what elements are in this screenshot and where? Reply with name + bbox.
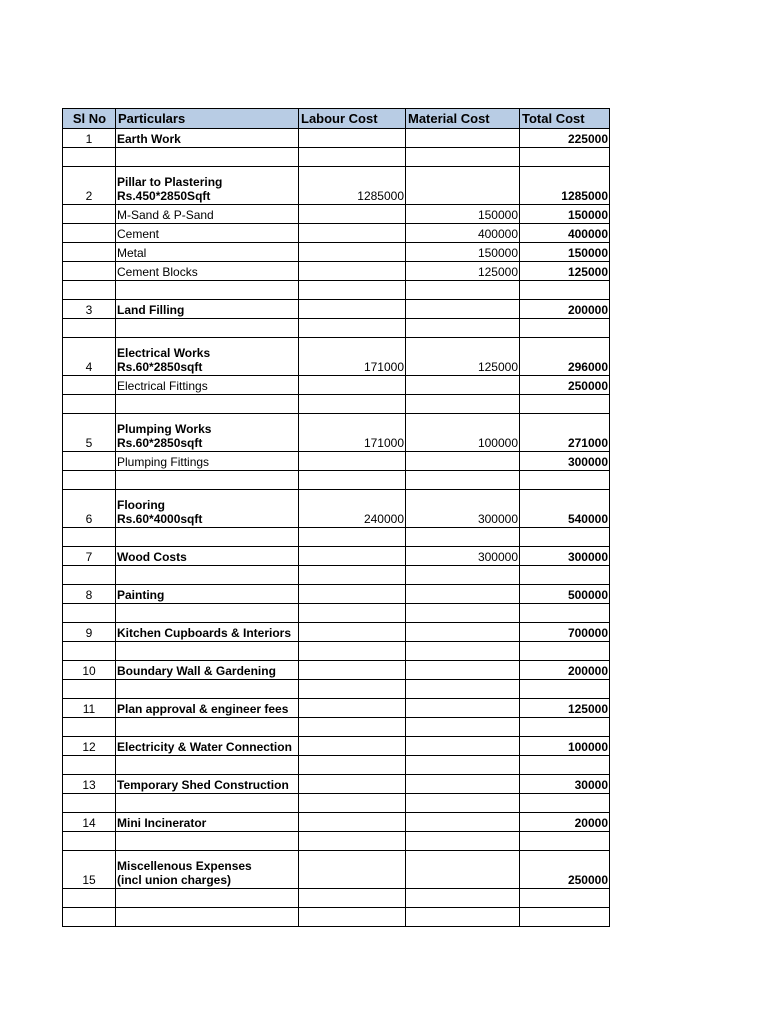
- material-cost-cell: [406, 851, 520, 889]
- sl-no-cell: [63, 376, 116, 395]
- table-row: [63, 680, 610, 699]
- material-cost-cell: 300000: [406, 490, 520, 528]
- particulars-cell: Temporary Shed Construction: [116, 775, 299, 794]
- labour-cost-cell: [299, 775, 406, 794]
- material-cost-cell: [406, 908, 520, 927]
- sl-no-cell: [63, 604, 116, 623]
- material-cost-cell: [406, 319, 520, 338]
- sl-no-cell: [63, 756, 116, 775]
- total-cost-cell: [520, 281, 610, 300]
- particulars-cell: [116, 566, 299, 585]
- total-cost-cell: 200000: [520, 661, 610, 680]
- table-body: [63, 129, 610, 927]
- total-cost-cell: 125000: [520, 262, 610, 281]
- particulars-cell: [116, 889, 299, 908]
- header-sl-no: Sl No: [63, 109, 116, 129]
- total-cost-cell: 250000: [520, 376, 610, 395]
- total-cost-cell: 100000: [520, 737, 610, 756]
- table-row: [63, 414, 610, 452]
- material-cost-cell: [406, 642, 520, 661]
- sl-no-cell: 4: [63, 338, 116, 376]
- labour-cost-cell: [299, 319, 406, 338]
- labour-cost-cell: [299, 395, 406, 414]
- sl-no-cell: 2: [63, 167, 116, 205]
- labour-cost-cell: [299, 813, 406, 832]
- sl-no-cell: [63, 281, 116, 300]
- labour-cost-cell: [299, 794, 406, 813]
- material-cost-cell: [406, 452, 520, 471]
- sl-no-cell: [63, 680, 116, 699]
- total-cost-cell: [520, 471, 610, 490]
- total-cost-cell: [520, 566, 610, 585]
- particulars-cell: Electricity & Water Connection: [116, 737, 299, 756]
- sl-no-cell: [63, 205, 116, 224]
- sl-no-cell: [63, 319, 116, 338]
- sl-no-cell: [63, 566, 116, 585]
- particulars-cell: Electrical Fittings: [116, 376, 299, 395]
- labour-cost-cell: [299, 224, 406, 243]
- particulars-cell: Flooring Rs.60*4000sqft: [116, 490, 299, 528]
- table-row: [63, 490, 610, 528]
- labour-cost-cell: 171000: [299, 338, 406, 376]
- sl-no-cell: [63, 262, 116, 281]
- total-cost-cell: 30000: [520, 775, 610, 794]
- total-cost-cell: 271000: [520, 414, 610, 452]
- total-cost-cell: 150000: [520, 205, 610, 224]
- material-cost-cell: 400000: [406, 224, 520, 243]
- table-row: [63, 642, 610, 661]
- total-cost-cell: [520, 604, 610, 623]
- material-cost-cell: [406, 281, 520, 300]
- table-row: [63, 129, 610, 148]
- material-cost-cell: [406, 718, 520, 737]
- sl-no-cell: 14: [63, 813, 116, 832]
- total-cost-cell: 540000: [520, 490, 610, 528]
- particulars-cell: [116, 281, 299, 300]
- header-material-cost: Material Cost: [406, 109, 520, 129]
- particulars-cell: Plumping Works Rs.60*2850sqft: [116, 414, 299, 452]
- labour-cost-cell: [299, 566, 406, 585]
- labour-cost-cell: [299, 908, 406, 927]
- total-cost-cell: [520, 756, 610, 775]
- particulars-cell: [116, 680, 299, 699]
- table-row: [63, 167, 610, 205]
- total-cost-cell: 700000: [520, 623, 610, 642]
- sl-no-cell: 5: [63, 414, 116, 452]
- table-row: [63, 281, 610, 300]
- total-cost-cell: [520, 794, 610, 813]
- labour-cost-cell: [299, 604, 406, 623]
- particulars-cell: [116, 148, 299, 167]
- sl-no-cell: 8: [63, 585, 116, 604]
- material-cost-cell: 300000: [406, 547, 520, 566]
- total-cost-cell: [520, 319, 610, 338]
- sl-no-cell: 13: [63, 775, 116, 794]
- total-cost-cell: [520, 889, 610, 908]
- sl-no-cell: 12: [63, 737, 116, 756]
- particulars-cell: Boundary Wall & Gardening: [116, 661, 299, 680]
- labour-cost-cell: [299, 376, 406, 395]
- total-cost-cell: 1285000: [520, 167, 610, 205]
- total-cost-cell: 500000: [520, 585, 610, 604]
- total-cost-cell: 150000: [520, 243, 610, 262]
- table-row: [63, 908, 610, 927]
- total-cost-cell: 200000: [520, 300, 610, 319]
- labour-cost-cell: [299, 528, 406, 547]
- particulars-cell: [116, 756, 299, 775]
- total-cost-cell: 300000: [520, 547, 610, 566]
- material-cost-cell: [406, 471, 520, 490]
- table-row: [63, 718, 610, 737]
- sl-no-cell: [63, 148, 116, 167]
- table-row: [63, 737, 610, 756]
- table-row: [63, 851, 610, 889]
- header-labour-cost: Labour Cost: [299, 109, 406, 129]
- header-total-cost: Total Cost: [520, 109, 610, 129]
- table-row: [63, 775, 610, 794]
- total-cost-cell: [520, 908, 610, 927]
- sl-no-cell: 15: [63, 851, 116, 889]
- table-row: [63, 300, 610, 319]
- labour-cost-cell: [299, 661, 406, 680]
- total-cost-cell: 300000: [520, 452, 610, 471]
- labour-cost-cell: 171000: [299, 414, 406, 452]
- table-row: [63, 148, 610, 167]
- particulars-cell: Cement Blocks: [116, 262, 299, 281]
- sl-no-cell: 3: [63, 300, 116, 319]
- total-cost-cell: 296000: [520, 338, 610, 376]
- sl-no-cell: 10: [63, 661, 116, 680]
- table-row: [63, 243, 610, 262]
- labour-cost-cell: [299, 148, 406, 167]
- labour-cost-cell: [299, 851, 406, 889]
- sl-no-cell: [63, 471, 116, 490]
- sl-no-cell: [63, 395, 116, 414]
- particulars-cell: [116, 832, 299, 851]
- total-cost-cell: 125000: [520, 699, 610, 718]
- particulars-cell: Mini Incinerator: [116, 813, 299, 832]
- labour-cost-cell: [299, 832, 406, 851]
- particulars-cell: [116, 604, 299, 623]
- table-row: [63, 262, 610, 281]
- table-row: [63, 376, 610, 395]
- labour-cost-cell: [299, 889, 406, 908]
- particulars-cell: Earth Work: [116, 129, 299, 148]
- table-row: [63, 623, 610, 642]
- material-cost-cell: 150000: [406, 243, 520, 262]
- labour-cost-cell: [299, 205, 406, 224]
- labour-cost-cell: [299, 262, 406, 281]
- particulars-cell: Plumping Fittings: [116, 452, 299, 471]
- material-cost-cell: 150000: [406, 205, 520, 224]
- particulars-cell: M-Sand & P-Sand: [116, 205, 299, 224]
- material-cost-cell: [406, 813, 520, 832]
- particulars-cell: Metal: [116, 243, 299, 262]
- labour-cost-cell: [299, 281, 406, 300]
- sl-no-cell: [63, 718, 116, 737]
- material-cost-cell: [406, 604, 520, 623]
- total-cost-cell: [520, 832, 610, 851]
- material-cost-cell: [406, 699, 520, 718]
- labour-cost-cell: [299, 623, 406, 642]
- particulars-cell: Kitchen Cupboards & Interiors: [116, 623, 299, 642]
- labour-cost-cell: [299, 756, 406, 775]
- table-row: [63, 224, 610, 243]
- particulars-cell: [116, 718, 299, 737]
- labour-cost-cell: [299, 547, 406, 566]
- labour-cost-cell: [299, 300, 406, 319]
- labour-cost-cell: [299, 642, 406, 661]
- table-row: [63, 813, 610, 832]
- total-cost-cell: 20000: [520, 813, 610, 832]
- table-row: [63, 699, 610, 718]
- cost-estimate-table: [62, 108, 610, 927]
- sl-no-cell: [63, 243, 116, 262]
- particulars-cell: Pillar to Plastering Rs.450*2850Sqft: [116, 167, 299, 205]
- labour-cost-cell: [299, 680, 406, 699]
- sl-no-cell: [63, 224, 116, 243]
- table-row: [63, 395, 610, 414]
- material-cost-cell: [406, 376, 520, 395]
- material-cost-cell: [406, 585, 520, 604]
- material-cost-cell: [406, 528, 520, 547]
- total-cost-cell: [520, 395, 610, 414]
- total-cost-cell: [520, 680, 610, 699]
- particulars-cell: Land Filling: [116, 300, 299, 319]
- material-cost-cell: [406, 395, 520, 414]
- table-row: [63, 452, 610, 471]
- table-row: [63, 832, 610, 851]
- table-row: [63, 756, 610, 775]
- sl-no-cell: 6: [63, 490, 116, 528]
- labour-cost-cell: [299, 471, 406, 490]
- total-cost-cell: [520, 718, 610, 737]
- labour-cost-cell: [299, 243, 406, 262]
- material-cost-cell: [406, 680, 520, 699]
- material-cost-cell: [406, 566, 520, 585]
- table-row: [63, 319, 610, 338]
- labour-cost-cell: [299, 452, 406, 471]
- material-cost-cell: [406, 167, 520, 205]
- labour-cost-cell: [299, 129, 406, 148]
- sl-no-cell: [63, 528, 116, 547]
- labour-cost-cell: [299, 737, 406, 756]
- labour-cost-cell: 1285000: [299, 167, 406, 205]
- header-row: [63, 109, 610, 129]
- total-cost-cell: 400000: [520, 224, 610, 243]
- particulars-cell: Plan approval & engineer fees: [116, 699, 299, 718]
- table-row: [63, 794, 610, 813]
- sl-no-cell: [63, 832, 116, 851]
- sl-no-cell: [63, 452, 116, 471]
- particulars-cell: Electrical Works Rs.60*2850sqft: [116, 338, 299, 376]
- labour-cost-cell: [299, 699, 406, 718]
- material-cost-cell: 125000: [406, 338, 520, 376]
- material-cost-cell: [406, 794, 520, 813]
- labour-cost-cell: [299, 585, 406, 604]
- material-cost-cell: [406, 129, 520, 148]
- labour-cost-cell: 240000: [299, 490, 406, 528]
- table-row: [63, 661, 610, 680]
- particulars-cell: [116, 642, 299, 661]
- total-cost-cell: [520, 148, 610, 167]
- sl-no-cell: 1: [63, 129, 116, 148]
- table-row: [63, 585, 610, 604]
- sl-no-cell: 9: [63, 623, 116, 642]
- particulars-cell: [116, 471, 299, 490]
- material-cost-cell: 100000: [406, 414, 520, 452]
- material-cost-cell: [406, 661, 520, 680]
- table-row: [63, 547, 610, 566]
- particulars-cell: Cement: [116, 224, 299, 243]
- sl-no-cell: 7: [63, 547, 116, 566]
- labour-cost-cell: [299, 718, 406, 737]
- material-cost-cell: [406, 889, 520, 908]
- material-cost-cell: [406, 737, 520, 756]
- table-row: [63, 889, 610, 908]
- particulars-cell: [116, 319, 299, 338]
- material-cost-cell: [406, 623, 520, 642]
- table-row: [63, 205, 610, 224]
- header-particulars: Particulars: [116, 109, 299, 129]
- particulars-cell: Miscellenous Expenses (incl union charges): [116, 851, 299, 889]
- particulars-cell: [116, 908, 299, 927]
- table-row: [63, 604, 610, 623]
- table-row: [63, 471, 610, 490]
- table-row: [63, 528, 610, 547]
- sl-no-cell: [63, 794, 116, 813]
- particulars-cell: [116, 528, 299, 547]
- total-cost-cell: [520, 642, 610, 661]
- particulars-cell: Painting: [116, 585, 299, 604]
- material-cost-cell: [406, 300, 520, 319]
- table-row: [63, 338, 610, 376]
- particulars-cell: [116, 395, 299, 414]
- total-cost-cell: 225000: [520, 129, 610, 148]
- particulars-cell: Wood Costs: [116, 547, 299, 566]
- total-cost-cell: [520, 528, 610, 547]
- table-row: [63, 566, 610, 585]
- material-cost-cell: [406, 148, 520, 167]
- total-cost-cell: 250000: [520, 851, 610, 889]
- sl-no-cell: [63, 642, 116, 661]
- material-cost-cell: [406, 756, 520, 775]
- material-cost-cell: [406, 775, 520, 794]
- particulars-cell: [116, 794, 299, 813]
- material-cost-cell: [406, 832, 520, 851]
- sl-no-cell: [63, 889, 116, 908]
- sl-no-cell: [63, 908, 116, 927]
- material-cost-cell: 125000: [406, 262, 520, 281]
- sl-no-cell: 11: [63, 699, 116, 718]
